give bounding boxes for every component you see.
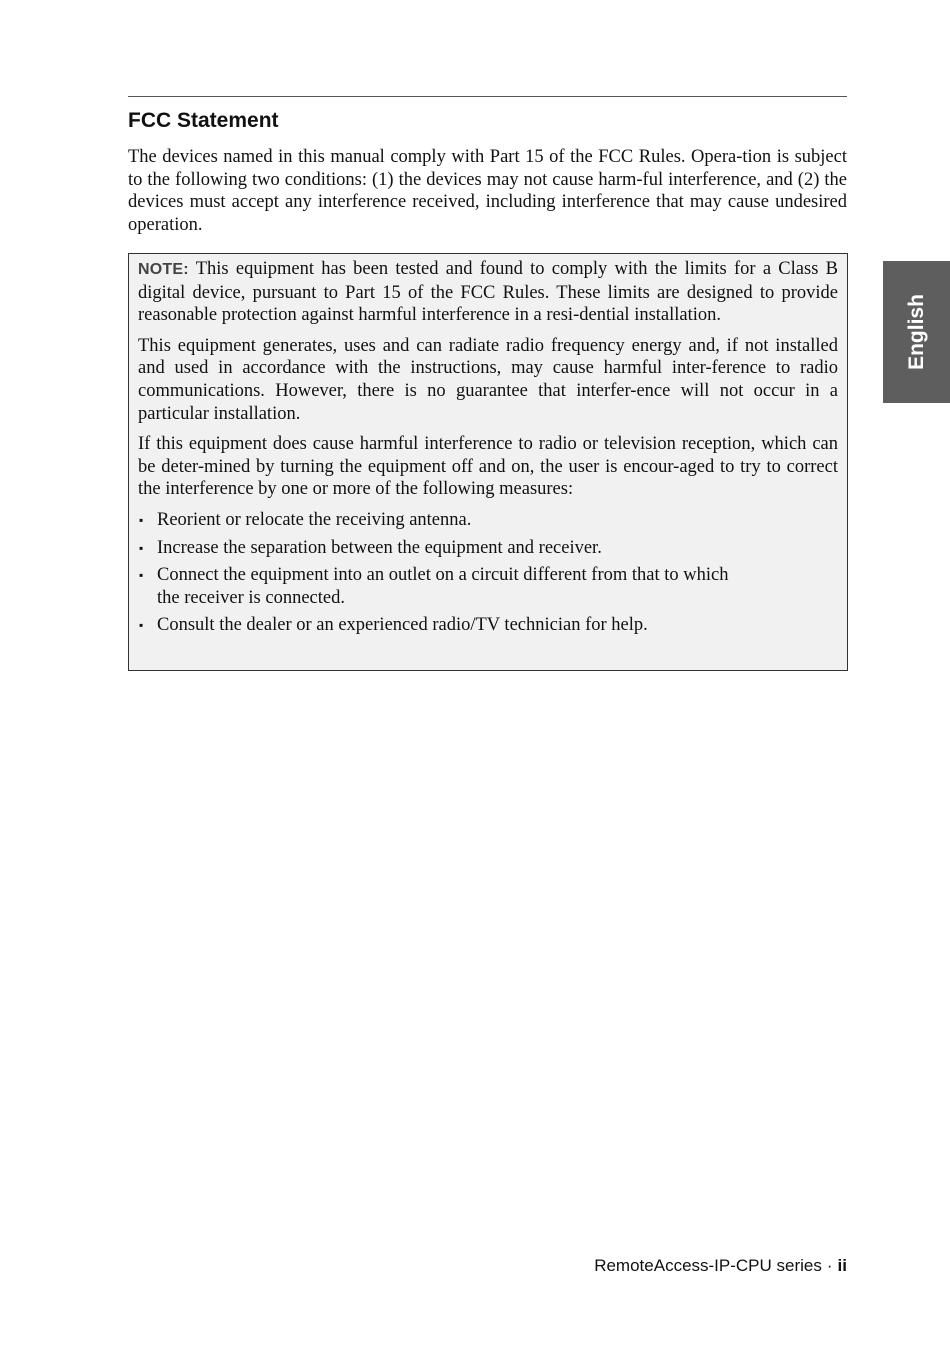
square-bullet-icon: ▪ <box>139 618 144 633</box>
list-item <box>138 614 838 637</box>
section-heading: FCC Statement <box>128 109 279 132</box>
note-paragraph-1-text: This equipment has been tested and found to comply with the limits for a Class B digital device, pursuant to Part 15 of the FCC Rules. These limits are designed to provide reasonable protection against harmful interference in a resi-dential installation. <box>138 259 838 326</box>
square-bullet-icon: ▪ <box>139 512 144 527</box>
page-number: ii <box>837 1256 847 1275</box>
list-item <box>138 564 838 609</box>
note-label: NOTE: <box>138 261 189 278</box>
note-paragraph-1 <box>138 258 838 327</box>
measure-text: Increase the separation between the equipment and receiver. <box>157 537 602 558</box>
measures-list <box>138 509 838 637</box>
square-bullet-icon: ▪ <box>139 540 144 555</box>
measure-text: Consult the dealer or an experienced radio/TV technician for help. <box>157 615 648 636</box>
language-tab-label: English <box>904 294 928 370</box>
footer-product-name: RemoteAccess-IP-CPU series <box>594 1256 822 1275</box>
measure-text: Connect the equipment into an outlet on a circuit different from that to which the receiver is connected. <box>157 565 729 608</box>
note-box <box>128 253 848 671</box>
header-rule <box>128 96 847 97</box>
footer-separator: · <box>826 1256 833 1275</box>
note-paragraph-3: If this equipment does cause harmful interference to radio or television reception, which can be deter-mined by turning the equipment off and on, the user is encour-aged to try to correct the interference by one or more of the following measures: <box>138 434 838 500</box>
list-item <box>138 537 838 560</box>
intro-paragraph: The devices named in this manual comply with Part 15 of the FCC Rules. Opera-tion is subject to the following two conditions: (1) the devices may not cause harm-ful interference, and (2) the devices must accept any interference received, including interference that may cause undesired operation. <box>128 147 847 235</box>
page-footer <box>594 1255 847 1277</box>
language-tab <box>883 261 950 403</box>
square-bullet-icon: ▪ <box>139 568 144 583</box>
measure-text: Reorient or relocate the receiving antenna. <box>157 509 472 530</box>
list-item <box>138 509 838 532</box>
note-paragraph-2: This equipment generates, uses and can radiate radio frequency energy and, if not installed and used in accordance with the instructions, may cause harmful inter-ference to radio communications. However, there is no guarantee that interfer-ence will not occur in a particular installation. <box>138 335 838 424</box>
